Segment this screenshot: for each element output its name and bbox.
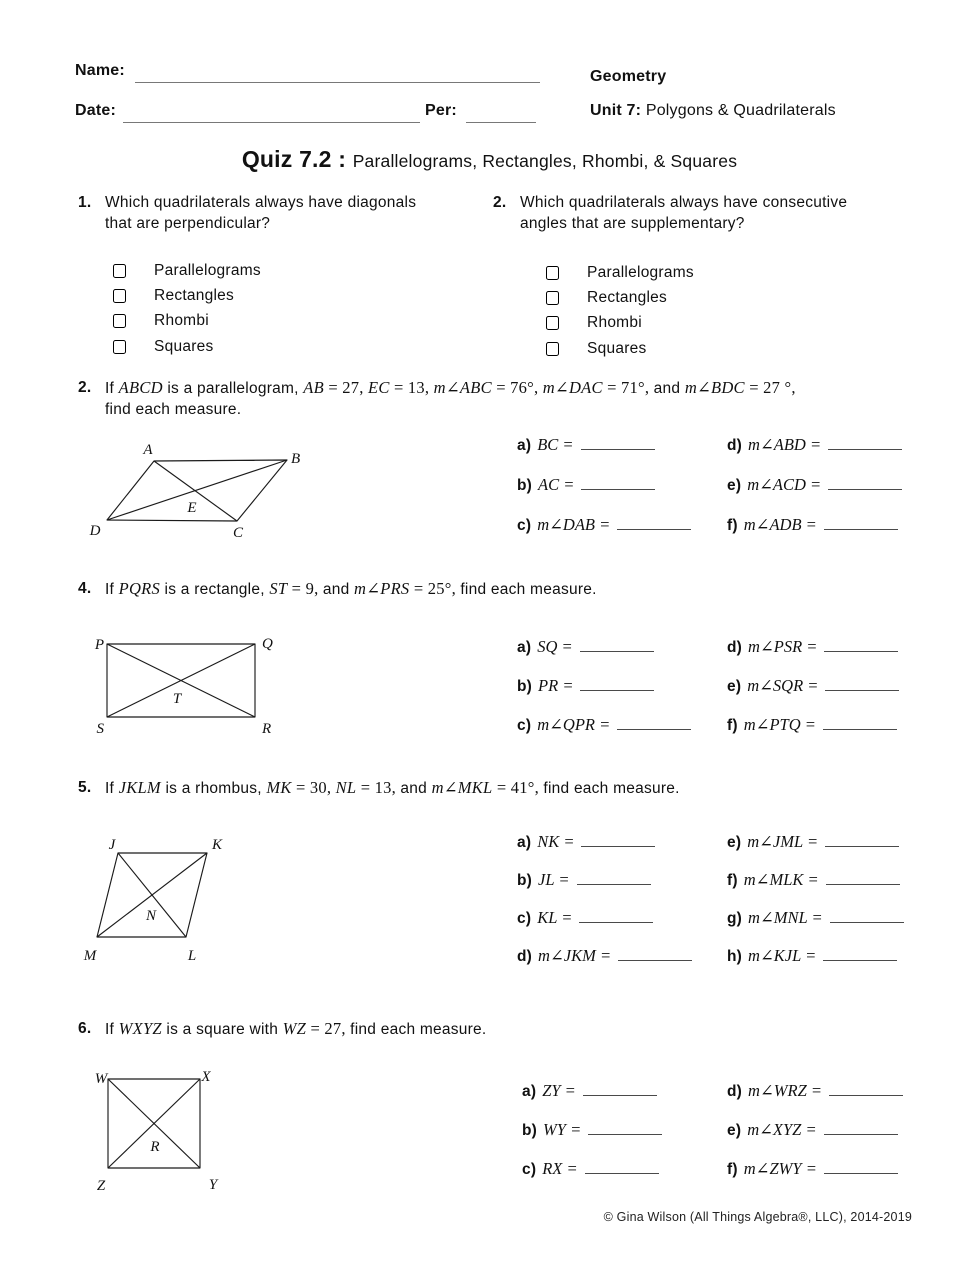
option-row bbox=[113, 334, 261, 359]
unit-label: Unit 7: bbox=[590, 102, 642, 119]
option-row bbox=[546, 311, 694, 336]
answer-blank[interactable] bbox=[825, 675, 899, 691]
answer-blank[interactable] bbox=[824, 1158, 898, 1174]
quiz-subtitle: Parallelograms, Rectangles, Rhombi, & Squares bbox=[352, 151, 738, 171]
answer-blank[interactable] bbox=[824, 1119, 898, 1135]
answer-label: f) bbox=[727, 717, 738, 734]
parallelogram-figure bbox=[85, 438, 310, 543]
answer-row bbox=[517, 869, 692, 907]
answer-label: e) bbox=[727, 678, 742, 695]
center-label-n: N bbox=[145, 908, 157, 924]
answer-blank[interactable] bbox=[830, 907, 904, 923]
answer-row bbox=[727, 1158, 903, 1197]
option-row bbox=[113, 258, 261, 283]
q4-answers-right bbox=[727, 636, 899, 753]
option-row bbox=[113, 283, 261, 308]
checkbox-icon[interactable] bbox=[546, 316, 559, 330]
answer-row bbox=[517, 675, 691, 714]
answer-row bbox=[517, 434, 691, 474]
center-label-e: E bbox=[187, 500, 197, 516]
rectangle-figure bbox=[95, 630, 280, 737]
answer-label: f) bbox=[727, 517, 738, 534]
answer-expr: BC = bbox=[537, 435, 574, 454]
vertex-label-p: P bbox=[94, 637, 104, 653]
answer-row bbox=[727, 675, 899, 714]
question-text: If ABCD is a parallelogram, AB = 27, EC = 13, m∠ABC = 76°, m∠DAC = 71°, and m∠BDC = 27 °, find each measure. bbox=[105, 378, 796, 418]
answer-blank[interactable] bbox=[580, 675, 654, 691]
answer-label: d) bbox=[727, 1083, 743, 1100]
unit-title bbox=[590, 102, 836, 120]
answer-label: b) bbox=[517, 872, 533, 889]
q3-answers-right bbox=[727, 434, 902, 554]
answer-expr: SQ = bbox=[537, 637, 573, 656]
answer-row bbox=[727, 514, 902, 554]
question-number: 4. bbox=[78, 580, 92, 597]
answer-row bbox=[727, 1119, 903, 1158]
answer-row bbox=[727, 474, 902, 514]
answer-row bbox=[517, 945, 692, 983]
answer-expr: m∠KJL = bbox=[748, 946, 817, 965]
checkbox-icon[interactable] bbox=[546, 266, 559, 280]
answer-expr: m∠MNL = bbox=[748, 908, 823, 927]
q5-answers-right bbox=[727, 831, 904, 983]
answer-expr: m∠PSR = bbox=[748, 637, 818, 656]
answer-blank[interactable] bbox=[826, 869, 900, 885]
vertex-label-s: S bbox=[96, 721, 104, 737]
q6-answers-right bbox=[727, 1080, 903, 1197]
question-5 bbox=[78, 777, 967, 799]
quiz-number: Quiz 7.2 : bbox=[241, 146, 353, 172]
option-label: Rhombi bbox=[154, 312, 209, 330]
checkbox-icon[interactable] bbox=[546, 291, 559, 305]
answer-blank[interactable] bbox=[585, 1158, 659, 1174]
answer-blank[interactable] bbox=[824, 514, 898, 530]
vertex-label-j: J bbox=[108, 837, 116, 853]
answer-expr: AC = bbox=[538, 475, 575, 494]
answer-label: a) bbox=[517, 834, 532, 851]
course-title: Geometry bbox=[590, 68, 667, 85]
answer-expr: ZY = bbox=[542, 1081, 576, 1100]
answer-blank[interactable] bbox=[825, 831, 899, 847]
per-line[interactable] bbox=[466, 121, 536, 123]
per-label: Per: bbox=[425, 102, 457, 119]
question-number: 6. bbox=[78, 1020, 92, 1037]
name-label: Name: bbox=[75, 62, 125, 79]
vertex-label-x: X bbox=[201, 1069, 211, 1085]
answer-expr: RX = bbox=[542, 1159, 578, 1178]
q5-answers-left bbox=[517, 831, 692, 983]
footer-credit: © Gina Wilson (All Things Algebra®, LLC), 2014-2019 bbox=[603, 1210, 912, 1224]
answer-row bbox=[517, 907, 692, 945]
option-label: Parallelograms bbox=[587, 263, 694, 281]
answer-label: c) bbox=[522, 1161, 537, 1178]
answer-row bbox=[517, 474, 691, 514]
option-label: Rectangles bbox=[587, 289, 668, 307]
answer-blank[interactable] bbox=[581, 474, 655, 490]
vertex-label-z: Z bbox=[96, 1178, 106, 1194]
vertex-label-w: W bbox=[94, 1071, 108, 1087]
answer-blank[interactable] bbox=[577, 869, 651, 885]
answer-label: f) bbox=[727, 1161, 738, 1178]
answer-row bbox=[522, 1119, 662, 1158]
question-2 bbox=[493, 192, 960, 234]
answer-label: f) bbox=[727, 872, 738, 889]
answer-expr: m∠SQR = bbox=[747, 676, 819, 695]
question-text: Which quadrilaterals always have diagonals that are perpendicular? bbox=[105, 194, 417, 232]
answer-expr: NK = bbox=[537, 832, 575, 851]
answer-expr: KL = bbox=[537, 908, 573, 927]
answer-blank[interactable] bbox=[824, 636, 898, 652]
answer-blank[interactable] bbox=[617, 714, 691, 730]
vertex-label-y: Y bbox=[208, 1177, 218, 1193]
answer-row bbox=[727, 434, 902, 474]
checkbox-icon[interactable] bbox=[113, 264, 126, 278]
option-row bbox=[546, 285, 694, 310]
question-2-options bbox=[546, 260, 694, 362]
answer-row bbox=[517, 514, 691, 554]
answer-blank[interactable] bbox=[581, 434, 655, 450]
answer-blank[interactable] bbox=[579, 907, 653, 923]
answer-label: a) bbox=[522, 1083, 537, 1100]
option-label: Rhombi bbox=[587, 314, 642, 332]
q3-answers-left bbox=[517, 434, 691, 554]
answer-label: b) bbox=[522, 1122, 538, 1139]
answer-expr: m∠ABD = bbox=[748, 435, 822, 454]
q6-answers-left bbox=[522, 1080, 662, 1197]
question-number: 5. bbox=[78, 779, 92, 796]
option-label: Parallelograms bbox=[154, 261, 261, 279]
vertex-label-l: L bbox=[187, 948, 197, 964]
answer-expr: PR = bbox=[538, 676, 574, 695]
option-row bbox=[546, 260, 694, 285]
answer-expr: m∠JML = bbox=[747, 832, 819, 851]
vertex-label-c: C bbox=[232, 525, 244, 541]
answer-blank[interactable] bbox=[828, 434, 902, 450]
question-text: If PQRS is a rectangle, ST = 9, and m∠PRS = 25°, find each measure. bbox=[105, 579, 597, 598]
answer-blank[interactable] bbox=[581, 831, 655, 847]
answer-blank[interactable] bbox=[823, 714, 897, 730]
square-figure bbox=[92, 1065, 257, 1195]
unit-name: Polygons & Quadrilaterals bbox=[641, 102, 836, 119]
answer-label: d) bbox=[517, 948, 533, 965]
question-text: Which quadrilaterals always have consecutive angles that are supplementary? bbox=[520, 194, 848, 232]
answer-label: e) bbox=[727, 477, 742, 494]
option-label: Squares bbox=[587, 339, 647, 357]
answer-expr: WY = bbox=[543, 1120, 582, 1139]
option-row bbox=[546, 336, 694, 361]
center-label-r: R bbox=[150, 1139, 160, 1155]
answer-row bbox=[517, 831, 692, 869]
answer-expr: m∠XYZ = bbox=[747, 1120, 817, 1139]
rhombus-figure bbox=[82, 837, 228, 968]
answer-blank[interactable] bbox=[588, 1119, 662, 1135]
answer-row bbox=[727, 945, 904, 983]
question-1 bbox=[78, 192, 510, 234]
center-label-t: T bbox=[172, 691, 182, 707]
option-label: Rectangles bbox=[154, 287, 235, 305]
answer-expr: m∠QPR = bbox=[537, 715, 611, 734]
question-6 bbox=[78, 1018, 967, 1040]
answer-blank[interactable] bbox=[823, 945, 897, 961]
answer-row bbox=[517, 636, 691, 675]
vertex-label-k: K bbox=[211, 837, 223, 853]
answer-blank[interactable] bbox=[829, 1080, 903, 1096]
vertex-label-d: D bbox=[89, 523, 101, 539]
answer-label: b) bbox=[517, 678, 533, 695]
question-3 bbox=[78, 377, 967, 420]
vertex-label-b: B bbox=[291, 451, 301, 467]
q4-answers-left bbox=[517, 636, 691, 753]
answer-blank[interactable] bbox=[828, 474, 902, 490]
checkbox-icon[interactable] bbox=[113, 289, 126, 303]
answer-label: d) bbox=[727, 639, 743, 656]
answer-expr: m∠ACD = bbox=[747, 475, 822, 494]
answer-label: e) bbox=[727, 834, 742, 851]
answer-row bbox=[517, 714, 691, 753]
answer-expr: m∠DAB = bbox=[537, 515, 611, 534]
answer-label: c) bbox=[517, 910, 532, 927]
answer-label: c) bbox=[517, 517, 532, 534]
question-text: If JKLM is a rhombus, MK = 30, NL = 13, and m∠MKL = 41°, find each measure. bbox=[105, 778, 680, 797]
option-label: Squares bbox=[154, 337, 214, 355]
answer-label: c) bbox=[517, 717, 532, 734]
answer-blank[interactable] bbox=[617, 514, 691, 530]
answer-row bbox=[522, 1158, 662, 1197]
answer-row bbox=[522, 1080, 662, 1119]
answer-row bbox=[727, 636, 899, 675]
answer-expr: m∠MLK = bbox=[743, 870, 819, 889]
answer-expr: m∠ZWY = bbox=[743, 1159, 817, 1178]
answer-blank[interactable] bbox=[618, 945, 692, 961]
answer-label: g) bbox=[727, 910, 743, 927]
checkbox-icon[interactable] bbox=[546, 342, 559, 356]
vertex-label-q: Q bbox=[262, 636, 273, 652]
answer-row bbox=[727, 714, 899, 753]
answer-label: a) bbox=[517, 437, 532, 454]
answer-label: b) bbox=[517, 477, 533, 494]
answer-label: h) bbox=[727, 948, 743, 965]
answer-expr: m∠ADB = bbox=[743, 515, 817, 534]
answer-blank[interactable] bbox=[583, 1080, 657, 1096]
date-line[interactable] bbox=[123, 121, 420, 123]
name-line[interactable] bbox=[135, 81, 540, 83]
answer-label: e) bbox=[727, 1122, 742, 1139]
checkbox-icon[interactable] bbox=[113, 340, 126, 354]
answer-label: a) bbox=[517, 639, 532, 656]
option-row bbox=[113, 309, 261, 334]
question-number: 2. bbox=[78, 379, 92, 396]
question-number: 2. bbox=[493, 194, 507, 211]
answer-row bbox=[727, 869, 904, 907]
question-4 bbox=[78, 578, 967, 600]
answer-row bbox=[727, 831, 904, 869]
answer-expr: JL = bbox=[538, 870, 570, 889]
vertex-label-r: R bbox=[262, 721, 272, 737]
answer-expr: m∠JKM = bbox=[538, 946, 612, 965]
answer-label: d) bbox=[727, 437, 743, 454]
answer-row bbox=[727, 907, 904, 945]
question-text: If WXYZ is a square with WZ = 27, find each measure. bbox=[105, 1019, 487, 1038]
answer-row bbox=[727, 1080, 903, 1119]
checkbox-icon[interactable] bbox=[113, 314, 126, 328]
vertex-label-m: M bbox=[83, 948, 97, 964]
quiz-title bbox=[0, 146, 979, 173]
date-label: Date: bbox=[75, 102, 117, 119]
answer-blank[interactable] bbox=[580, 636, 654, 652]
question-number: 1. bbox=[78, 194, 92, 211]
vertex-label-a: A bbox=[143, 442, 153, 458]
answer-expr: m∠WRZ = bbox=[748, 1081, 823, 1100]
answer-expr: m∠PTQ = bbox=[743, 715, 816, 734]
question-1-options bbox=[113, 258, 261, 360]
